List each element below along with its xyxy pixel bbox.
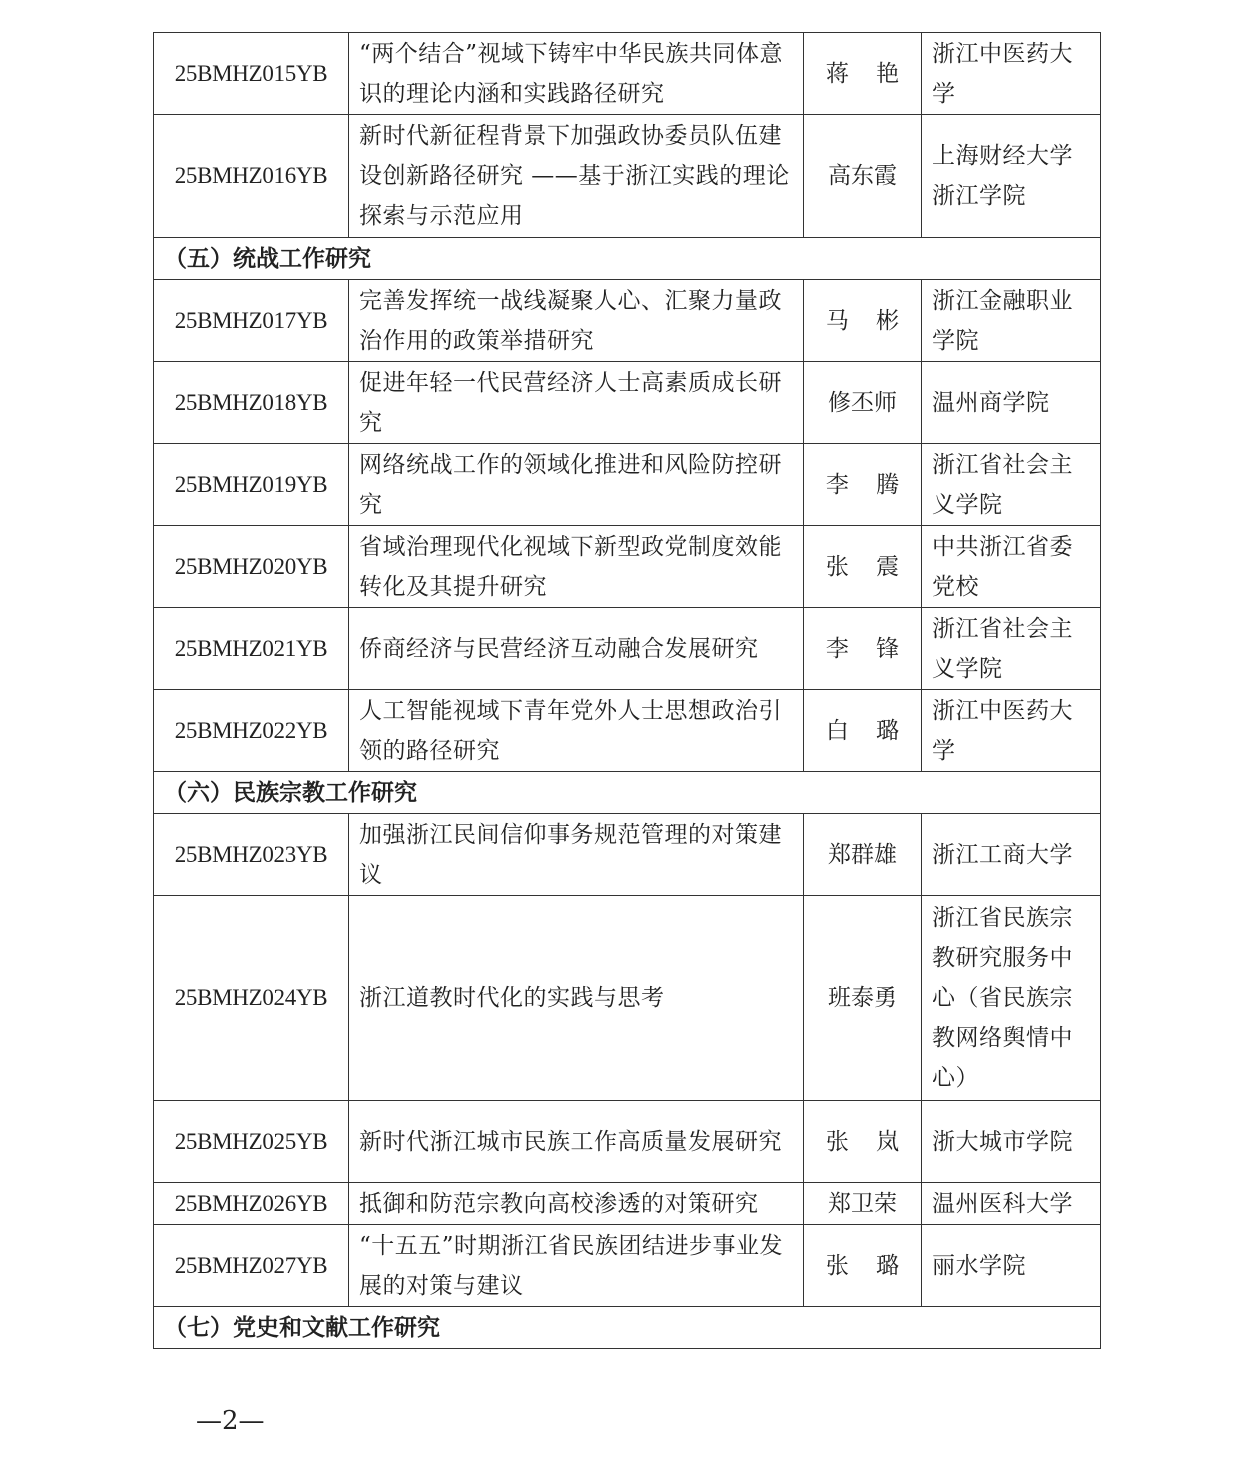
- project-title-cell: 新时代新征程背景下加强政协委员队伍建设创新路径研究 ——基于浙江实践的理论探索与示范应用: [349, 115, 804, 238]
- project-code-cell: 25BMHZ017YB: [154, 280, 349, 362]
- project-code-cell: 25BMHZ015YB: [154, 33, 349, 115]
- table-row: [154, 814, 1101, 896]
- page-number: —2—: [196, 1406, 265, 1436]
- section-header-row: [154, 238, 1101, 280]
- project-title-cell: 侨商经济与民营经济互动融合发展研究: [349, 608, 804, 690]
- table-row: [154, 33, 1101, 115]
- project-organization-cell: 温州商学院: [922, 362, 1101, 444]
- project-title-cell: 促进年轻一代民营经济人士高素质成长研究: [349, 362, 804, 444]
- table-row: [154, 526, 1101, 608]
- table-row: [154, 1225, 1101, 1307]
- section-header-row: [154, 1307, 1101, 1349]
- project-organization-cell: 浙江中医药大学: [922, 33, 1101, 115]
- table-row: [154, 115, 1101, 238]
- project-code-cell: 25BMHZ023YB: [154, 814, 349, 896]
- project-title-cell: 人工智能视域下青年党外人士思想政治引领的路径研究: [349, 690, 804, 772]
- project-leader-cell: [804, 526, 922, 608]
- table-row: [154, 896, 1101, 1101]
- project-leader-name: 张 震: [825, 553, 910, 580]
- table-row: [154, 1101, 1101, 1183]
- table-row: [154, 1183, 1101, 1225]
- project-organization-cell: 浙江中医药大学: [922, 690, 1101, 772]
- project-code-cell: 25BMHZ019YB: [154, 444, 349, 526]
- project-table-body: [154, 33, 1101, 1349]
- project-organization-cell: 浙江省社会主义学院: [922, 608, 1101, 690]
- table-row: [154, 690, 1101, 772]
- project-table: [153, 32, 1101, 1349]
- project-code-cell: 25BMHZ024YB: [154, 896, 349, 1101]
- project-code-cell: 25BMHZ026YB: [154, 1183, 349, 1225]
- project-code-cell: 25BMHZ027YB: [154, 1225, 349, 1307]
- project-title-cell: 网络统战工作的领域化推进和风险防控研究: [349, 444, 804, 526]
- project-leader-cell: [804, 1101, 922, 1183]
- table-row: [154, 280, 1101, 362]
- project-organization-cell: 中共浙江省委党校: [922, 526, 1101, 608]
- project-title-cell: 抵御和防范宗教向高校渗透的对策研究: [349, 1183, 804, 1225]
- table-row: [154, 608, 1101, 690]
- project-leader-cell: 高东霞: [804, 115, 922, 238]
- project-leader-cell: [804, 690, 922, 772]
- project-title-cell: “两个结合”视域下铸牢中华民族共同体意识的理论内涵和实践路径研究: [349, 33, 804, 115]
- project-leader-cell: [804, 280, 922, 362]
- project-leader-name: 张 璐: [825, 1252, 910, 1279]
- project-leader-cell: [804, 33, 922, 115]
- project-code-cell: 25BMHZ021YB: [154, 608, 349, 690]
- project-organization-cell: 上海财经大学浙江学院: [922, 115, 1101, 238]
- project-title-cell: 加强浙江民间信仰事务规范管理的对策建议: [349, 814, 804, 896]
- section-header-row: [154, 772, 1101, 814]
- project-leader-cell: [804, 444, 922, 526]
- project-leader-name: 蒋 艳: [825, 60, 910, 87]
- project-organization-cell: 浙江省社会主义学院: [922, 444, 1101, 526]
- project-leader-name: 白 璐: [825, 717, 910, 744]
- project-code-cell: 25BMHZ020YB: [154, 526, 349, 608]
- project-organization-cell: 丽水学院: [922, 1225, 1101, 1307]
- project-code-cell: 25BMHZ025YB: [154, 1101, 349, 1183]
- project-title-cell: 浙江道教时代化的实践与思考: [349, 896, 804, 1101]
- section-header: （六）民族宗教工作研究: [154, 772, 1101, 814]
- project-code-cell: 25BMHZ022YB: [154, 690, 349, 772]
- project-leader-cell: 郑卫荣: [804, 1183, 922, 1225]
- project-code-cell: 25BMHZ016YB: [154, 115, 349, 238]
- project-organization-cell: 浙大城市学院: [922, 1101, 1101, 1183]
- project-organization-cell: 浙江金融职业学院: [922, 280, 1101, 362]
- project-leader-cell: 修丕师: [804, 362, 922, 444]
- section-header: （五）统战工作研究: [154, 238, 1101, 280]
- table-row: [154, 444, 1101, 526]
- project-leader-name: 马 彬: [825, 307, 910, 334]
- project-title-cell: 新时代浙江城市民族工作高质量发展研究: [349, 1101, 804, 1183]
- project-title-cell: 完善发挥统一战线凝聚人心、汇聚力量政治作用的政策举措研究: [349, 280, 804, 362]
- project-leader-cell: 郑群雄: [804, 814, 922, 896]
- project-leader-name: 张 岚: [825, 1128, 910, 1155]
- project-leader-name: 李 腾: [825, 471, 910, 498]
- table-row: [154, 362, 1101, 444]
- project-code-cell: 25BMHZ018YB: [154, 362, 349, 444]
- section-header: （七）党史和文献工作研究: [154, 1307, 1101, 1349]
- project-title-cell: 省域治理现代化视域下新型政党制度效能转化及其提升研究: [349, 526, 804, 608]
- project-organization-cell: 温州医科大学: [922, 1183, 1101, 1225]
- project-leader-cell: 班泰勇: [804, 896, 922, 1101]
- project-title-cell: “十五五”时期浙江省民族团结进步事业发展的对策与建议: [349, 1225, 804, 1307]
- project-organization-cell: 浙江工商大学: [922, 814, 1101, 896]
- project-leader-cell: [804, 1225, 922, 1307]
- project-leader-name: 李 锋: [825, 635, 910, 662]
- project-organization-cell: 浙江省民族宗教研究服务中心（省民族宗教网络舆情中心）: [922, 896, 1101, 1101]
- project-leader-cell: [804, 608, 922, 690]
